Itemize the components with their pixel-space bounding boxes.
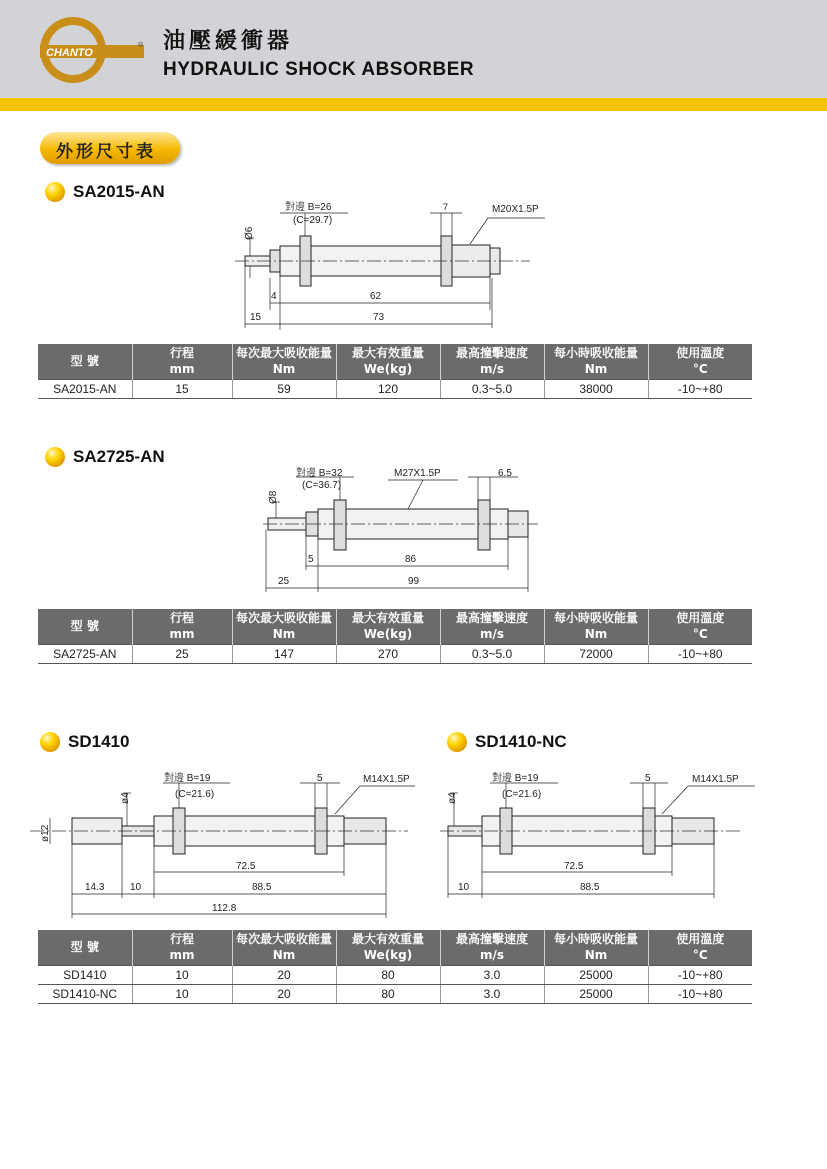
dim-rod-dia: ø4 bbox=[120, 792, 131, 804]
drawing-sd1410nc bbox=[440, 768, 760, 900]
header-stroke: 行程 mm bbox=[132, 344, 232, 379]
dim-88-5: 88.5 bbox=[580, 882, 600, 893]
model-name: SA2725-AN bbox=[73, 447, 165, 466]
dim-62: 62 bbox=[370, 291, 382, 302]
dim-99: 99 bbox=[408, 576, 420, 587]
dim-thread: M20X1.5P bbox=[492, 204, 539, 215]
dim-hex-c: (C=21.6) bbox=[175, 789, 215, 800]
bullet-icon bbox=[40, 732, 60, 752]
bullet-icon bbox=[45, 182, 65, 202]
dim-4: 4 bbox=[271, 291, 277, 302]
spec-table-sa2015 bbox=[38, 344, 752, 399]
dim-86: 86 bbox=[405, 554, 417, 565]
dim-hex: 對邊 B=32 bbox=[296, 468, 343, 479]
dim-72-5: 72.5 bbox=[236, 861, 256, 872]
dim-nut-width: 5 bbox=[317, 773, 323, 784]
spec-table-sd1410 bbox=[38, 930, 752, 1004]
dim-14-3: 14.3 bbox=[85, 882, 105, 893]
model-heading-sd1410nc bbox=[447, 732, 567, 752]
table-row: SD1410-NC 10 20 80 3.0 25000 -10~+80 bbox=[38, 984, 752, 1003]
dim-thread: M27X1.5P bbox=[394, 468, 441, 479]
bullet-icon bbox=[447, 732, 467, 752]
dim-72-5: 72.5 bbox=[564, 861, 584, 872]
dim-25: 25 bbox=[278, 576, 290, 587]
drawing-sa2015 bbox=[230, 198, 560, 330]
page-title-en: HYDRAULIC SHOCK ABSORBER bbox=[163, 59, 475, 80]
header-stripe bbox=[0, 98, 827, 111]
table-header-row: 型 號 行程 mm 每次最大吸收能量 Nm 最大有效重量 We(kg) 最高撞擊速度 m/s 每小時吸收能量 Nm 使用溫度 °C bbox=[38, 930, 752, 965]
header-temp: 使用溫度 °C bbox=[648, 344, 752, 379]
drawing-sa2725 bbox=[258, 462, 548, 594]
dim-nut-width: 7 bbox=[443, 202, 449, 212]
chanto-logo bbox=[38, 15, 154, 85]
dim-112-8: 112.8 bbox=[212, 903, 237, 914]
dim-88-5: 88.5 bbox=[252, 882, 272, 893]
dim-hex-c: (C=29.7) bbox=[293, 215, 333, 226]
model-heading-sa2725 bbox=[45, 447, 165, 467]
dim-10: 10 bbox=[130, 882, 142, 893]
spec-table-sa2725 bbox=[38, 609, 752, 664]
table-row: SD1410 10 20 80 3.0 25000 -10~+80 bbox=[38, 965, 752, 984]
dim-rod-dia: ø4 bbox=[447, 792, 458, 804]
header-energy-cycle: 每次最大吸收能量 Nm bbox=[232, 344, 336, 379]
header-energy-hour: 每小時吸收能量 Nm bbox=[544, 344, 648, 379]
dim-hex: 對邊 B=19 bbox=[164, 773, 211, 784]
section-badge bbox=[40, 132, 180, 164]
dim-15: 15 bbox=[250, 312, 262, 323]
dim-hex: 對邊 B=26 bbox=[285, 202, 332, 213]
dim-nut-width: 5 bbox=[645, 773, 651, 784]
dim-hex-c: (C=21.6) bbox=[502, 789, 542, 800]
table-header-row bbox=[38, 344, 752, 379]
section-title: 外形尺寸表 bbox=[56, 142, 156, 162]
dim-thread: M14X1.5P bbox=[363, 774, 410, 785]
table-row: SA2725-AN 25 147 270 0.3~5.0 72000 -10~+80 bbox=[38, 644, 752, 663]
header-max-weight: 最大有效重量 We(kg) bbox=[336, 344, 440, 379]
model-heading-sd1410 bbox=[40, 732, 129, 752]
model-name: SD1410-NC bbox=[475, 732, 567, 751]
dim-nut-width: 6.5 bbox=[498, 468, 512, 479]
bullet-icon bbox=[45, 447, 65, 467]
table-row: SA2015-AN 15 59 120 0.3~5.0 38000 -10~+80 bbox=[38, 379, 752, 398]
registered-mark: ® bbox=[138, 42, 144, 49]
dim-rod-dia: Ø6 bbox=[244, 226, 255, 240]
header-max-speed: 最高撞擊速度 m/s bbox=[440, 344, 544, 379]
drawing-sd1410 bbox=[30, 768, 415, 920]
model-name: SA2015-AN bbox=[73, 182, 165, 201]
dim-5: 5 bbox=[308, 554, 314, 565]
dim-rod-dia: Ø8 bbox=[268, 490, 279, 504]
model-name: SD1410 bbox=[68, 732, 130, 751]
dim-73: 73 bbox=[373, 312, 385, 323]
page-title-cn: 油壓緩衝器 bbox=[163, 29, 294, 54]
brand-text: CHANTO bbox=[46, 47, 93, 59]
dim-thread: M14X1.5P bbox=[692, 774, 739, 785]
dim-hex-c: (C=36.7) bbox=[302, 480, 342, 491]
dim-10: 10 bbox=[458, 882, 470, 893]
dim-cap-dia: ø12 bbox=[40, 824, 51, 842]
table-header-row: 型 號 行程 mm 每次最大吸收能量 Nm 最大有效重量 We(kg) 最高撞擊速度 m/s 每小時吸收能量 Nm 使用溫度 °C bbox=[38, 609, 752, 644]
dim-hex: 對邊 B=19 bbox=[492, 773, 539, 784]
model-heading-sa2015 bbox=[45, 182, 165, 202]
header-model: 型 號 bbox=[38, 344, 132, 379]
